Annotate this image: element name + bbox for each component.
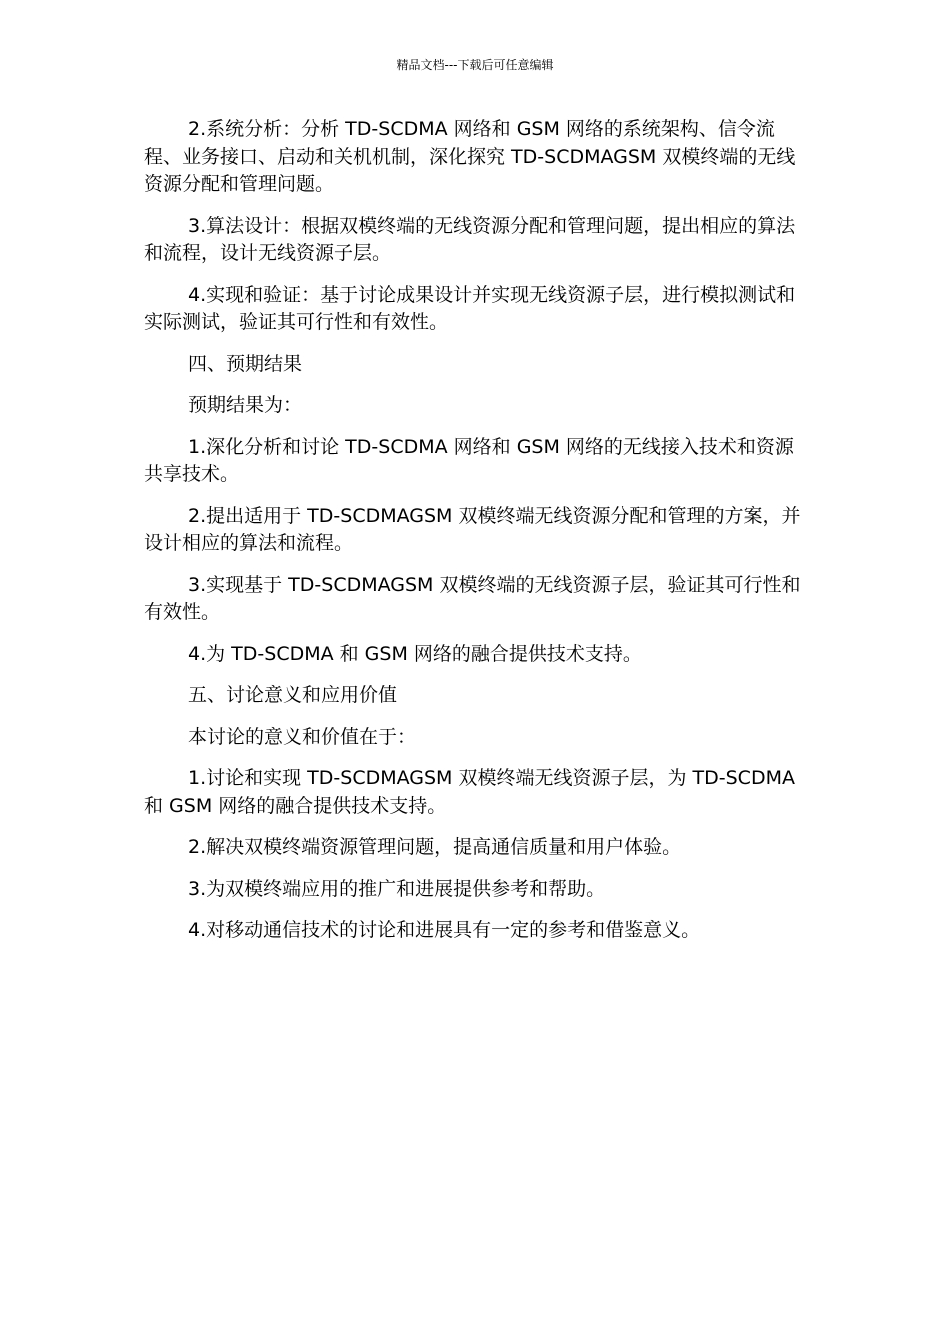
document-body (144, 116, 804, 959)
paragraph-significance-1: 1.讨论和实现 TD-SCDMAGSM 双模终端无线资源子层，为 TD-SCDMA 和 GSM 网络的融合提供技术支持。 (144, 767, 795, 817)
section-heading-significance: 五、讨论意义和应用价值 (188, 684, 398, 706)
paragraph-significance-intro: 本讨论的意义和价值在于： (188, 725, 417, 748)
paragraph-significance-4: 4.对移动通信技术的讨论和进展具有一定的参考和借鉴意义。 (188, 919, 701, 941)
paragraph-expected-result-4: 4.为 TD-SCDMA 和 GSM 网络的融合提供技术支持。 (188, 642, 642, 665)
paragraph-expected-result-3: 3.实现基于 TD-SCDMAGSM 双模终端的无线资源子层，验证其可行性和有效性。 (144, 573, 801, 623)
paragraph-system-analysis: 2.系统分析：分析 TD-SCDMA 网络和 GSM 网络的系统架构、信令流程、业务接口、启动和关机机制，深化探究 TD-SCDMAGSM 双模终端的无线资源分配和管理问题。 (144, 118, 796, 195)
paragraph-significance-3: 3.为双模终端应用的推广和进展提供参考和帮助。 (188, 877, 606, 900)
paragraph-implementation-verification: 4.实现和验证：基于讨论成果设计并实现无线资源子层，进行模拟测试和实际测试，验证其可行性和有效性。 (144, 283, 796, 333)
paragraph-algorithm-design: 3.算法设计：根据双模终端的无线资源分配和管理问题，提出相应的算法和流程，设计无线资源子层。 (144, 214, 796, 264)
page-header: 精品文档---下载后可任意编辑 (396, 58, 554, 72)
paragraph-expected-result-1: 1.深化分析和讨论 TD-SCDMA 网络和 GSM 网络的无线接入技术和资源共享技术。 (144, 435, 794, 485)
paragraph-expected-result-2: 2.提出适用于 TD-SCDMAGSM 双模终端无线资源分配和管理的方案，并设计相应的算法和流程。 (144, 504, 801, 554)
paragraph-significance-2: 2.解决双模终端资源管理问题，提高通信质量和用户体验。 (188, 836, 682, 858)
paragraph-expected-results-intro: 预期结果为： (188, 394, 303, 416)
section-heading-expected-results: 四、预期结果 (188, 352, 303, 375)
